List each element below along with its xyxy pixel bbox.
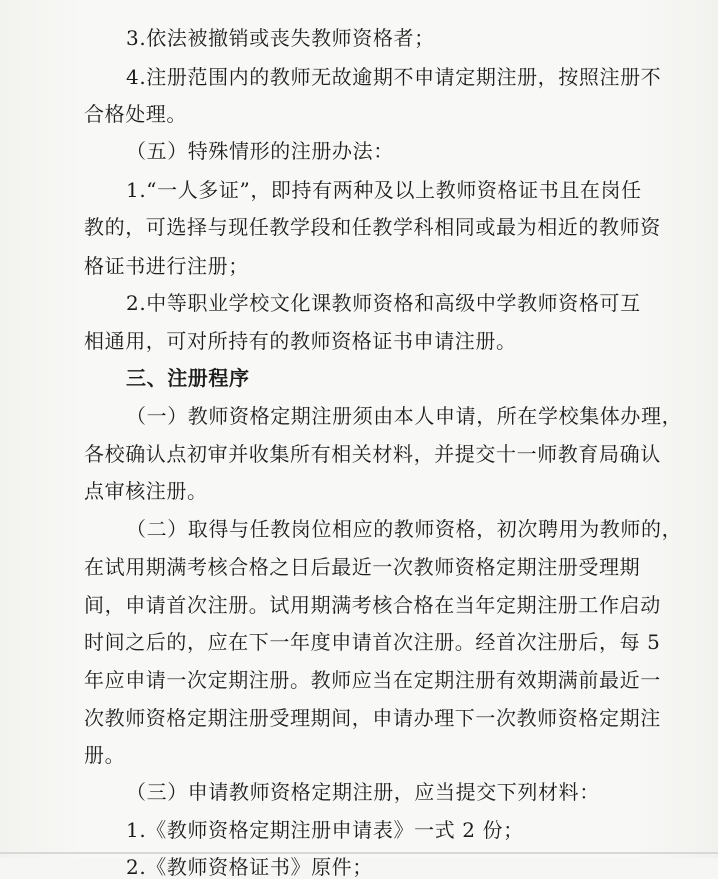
section-heading: 三、注册程序 (126, 366, 250, 390)
text-line: 点审核注册。 (84, 479, 208, 503)
text-line: 格证书进行注册； (84, 254, 249, 278)
text-line: 各校确认点初审并收集所有相关材料，并提交十一师教育局确认 (84, 442, 661, 466)
text-line: 2.中等职业学校文化课教师资格和高级中学教师资格可互 (126, 291, 641, 315)
text-line: 合格处理。 (84, 102, 187, 126)
section-subheading: （五）特殊情形的注册办法： (126, 139, 394, 163)
text-line: 间，申请首次注册。试用期满考核合格在当年定期注册工作启动 (84, 593, 661, 617)
text-line: 1.《教师资格定期注册申请表》一式 2 份； (126, 818, 524, 842)
scan-edge (0, 852, 718, 854)
text-line: 次教师资格定期注册受理期间，申请办理下一次教师资格定期注 (84, 706, 661, 730)
text-line: 年应申请一次定期注册。教师应当在定期注册有效期满前最近一 (84, 668, 661, 692)
text-line: 4.注册范围内的教师无故逾期不申请定期注册，按照注册不 (126, 65, 662, 89)
text-line: 3.依法被撤销或丧失教师资格者； (126, 26, 435, 50)
text-line: 相通用，可对所持有的教师资格证书申请注册。 (84, 329, 517, 353)
text-line: 在试用期满考核合格之日后最近一次教师资格定期注册受理期 (84, 555, 641, 579)
text-line: 1.“一人多证”，即持有两种及以上教师资格证书且在岗任 (126, 178, 642, 202)
text-line: （三）申请教师资格定期注册，应当提交下列材料： (126, 780, 600, 804)
text-line: 教的，可选择与现任教学段和任教学科相同或最为相近的教师资 (84, 215, 661, 239)
text-line: （二）取得与任教岗位相应的教师资格，初次聘用为教师的， (126, 517, 683, 541)
text-line: 册。 (84, 743, 126, 767)
text-line: 2.《教师资格证书》原件； (126, 855, 373, 879)
text-line: 时间之后的，应在下一年度申请首次注册。经首次注册后，每 5 (84, 630, 661, 654)
text-line: （一）教师资格定期注册须由本人申请，所在学校集体办理， (126, 404, 683, 428)
